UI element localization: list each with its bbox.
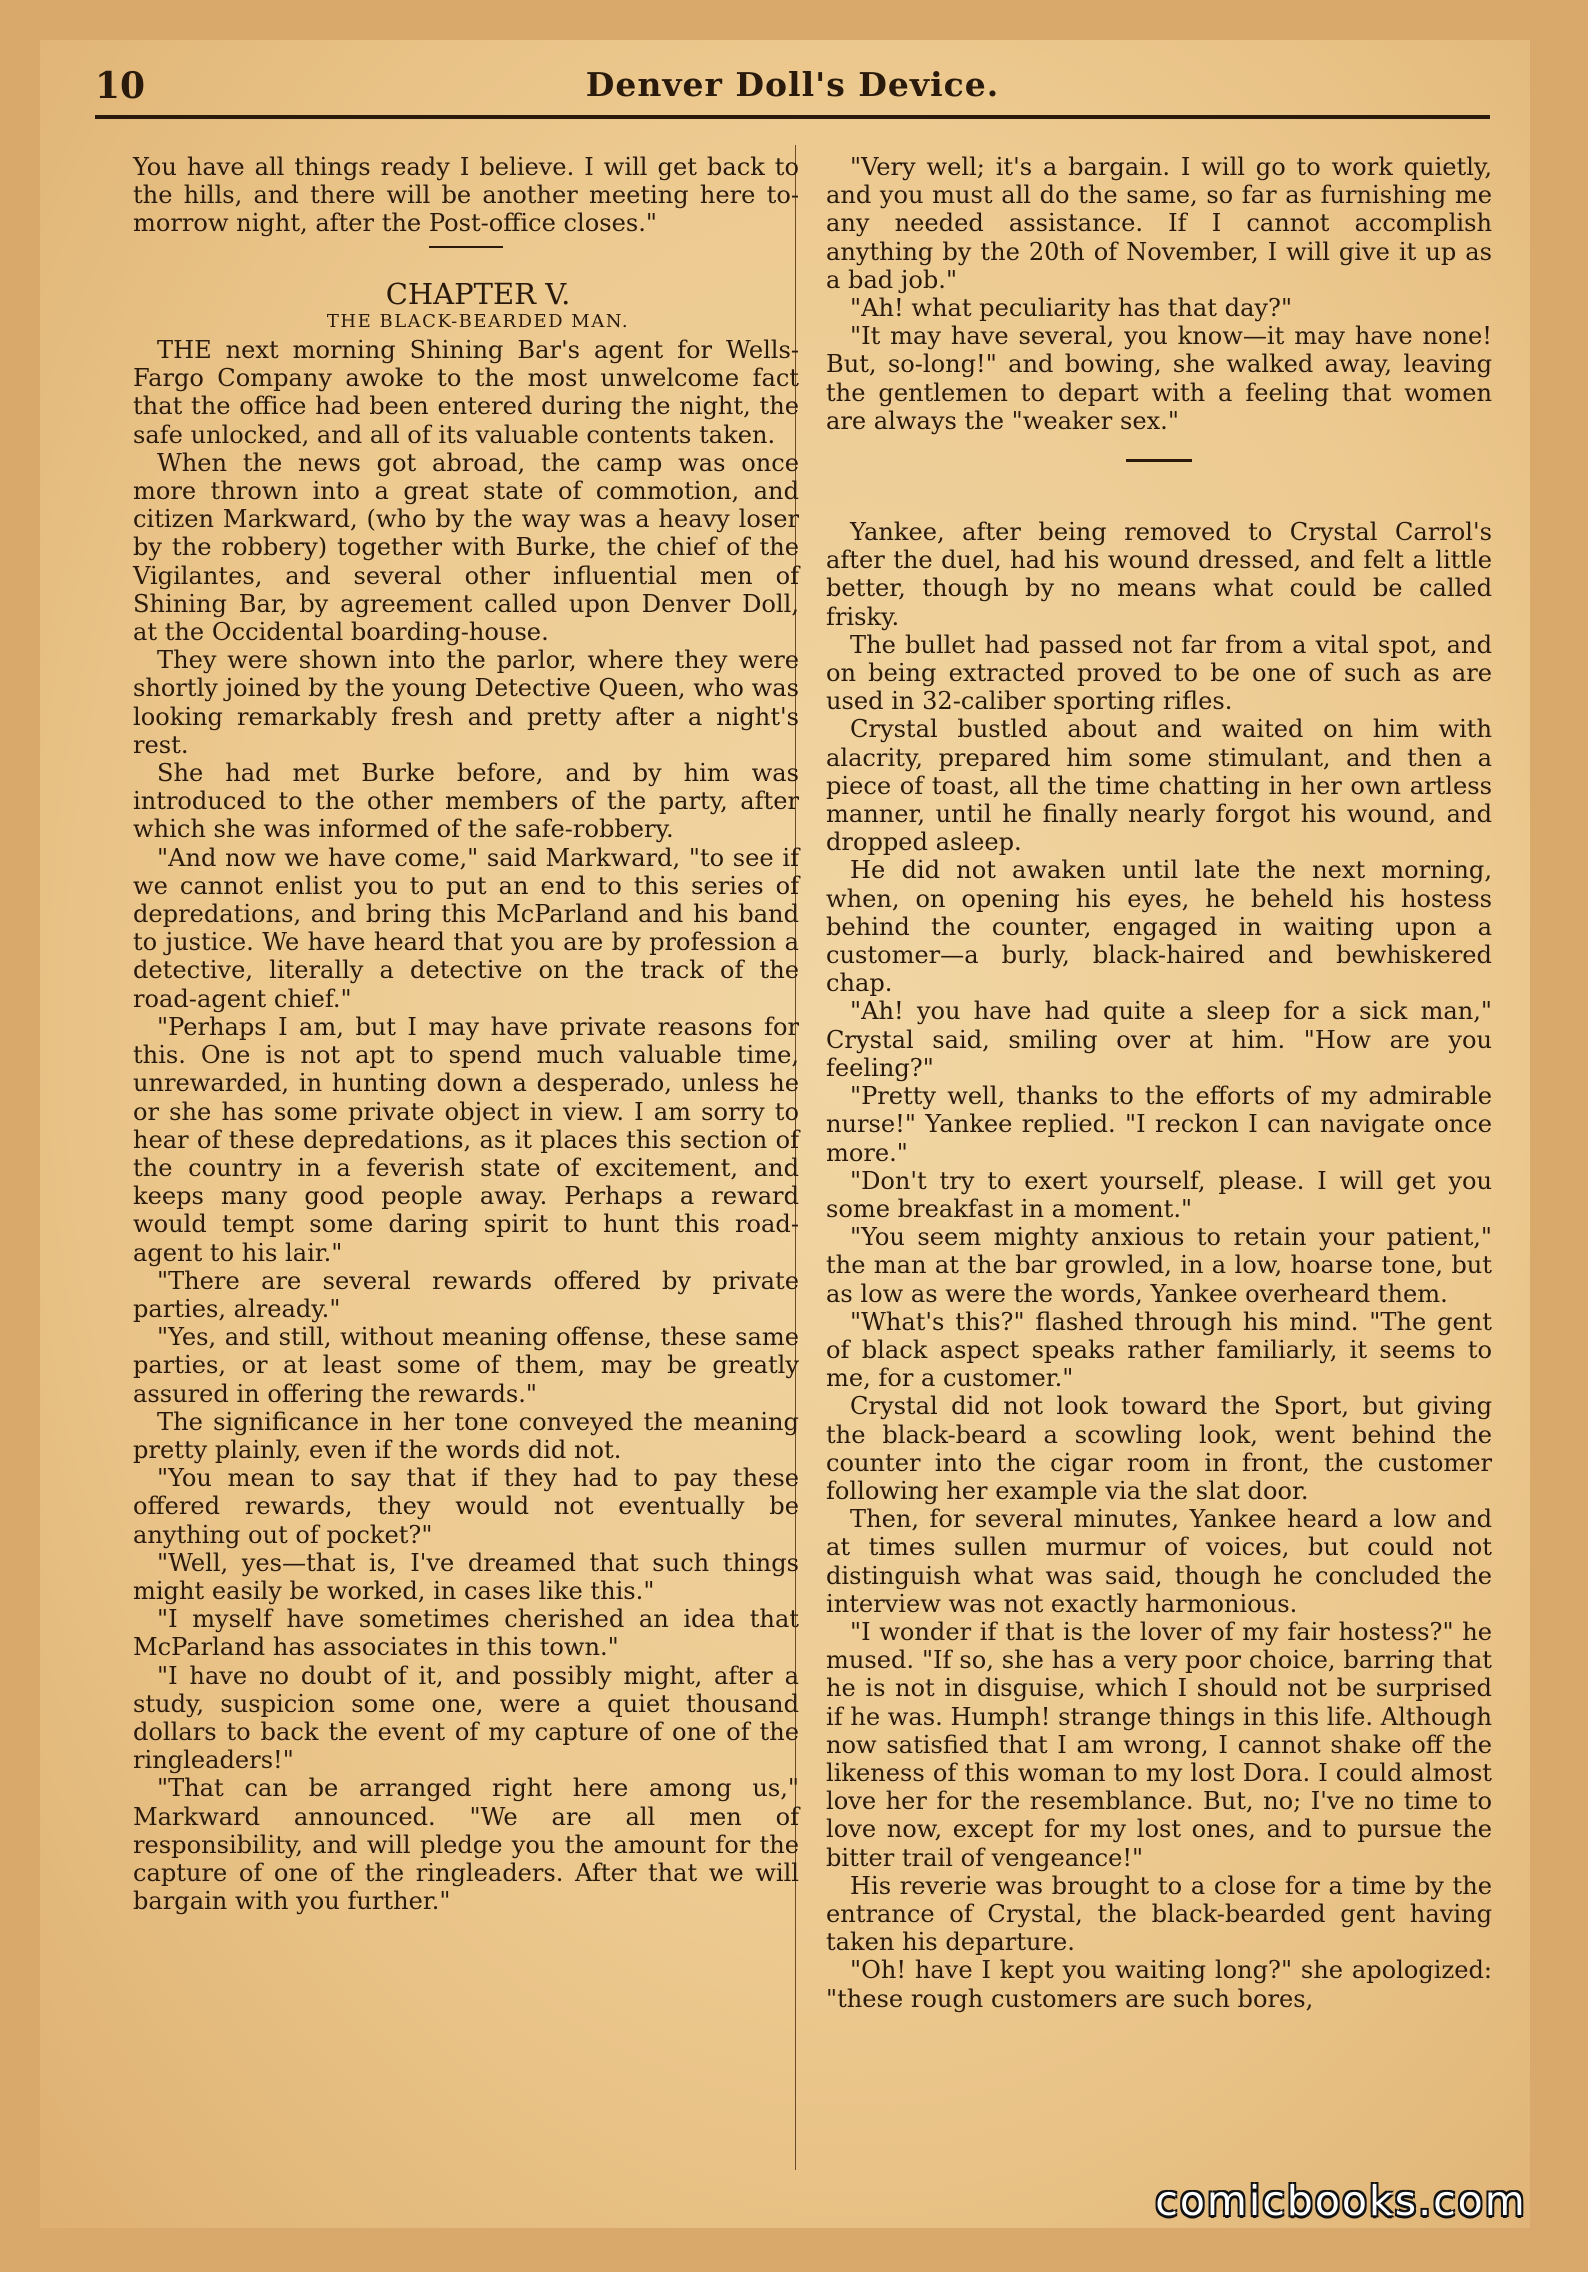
paragraph: They were shown into the parlor, where they were shortly joined by the young Detective Queen, who was looking remarkably fresh and pretty after a night's rest. bbox=[133, 646, 799, 759]
paragraph: His reverie was brought to a close for a time by the entrance of Crystal, the black-bearded gent having taken his departure. bbox=[826, 1871, 1492, 1957]
left-column bbox=[133, 153, 799, 1915]
paragraph: "It may have several, you know—it may have none! But, so-long!" and bowing, she walked away, leaving the gentlemen to depart with a feeling that women are always the "weaker sex." bbox=[826, 322, 1492, 435]
chapter-heading: CHAPTER V. bbox=[385, 276, 571, 311]
section-rule bbox=[1126, 459, 1192, 462]
paragraph: "There are several rewards offered by private parties, already." bbox=[133, 1266, 799, 1323]
paragraph: "That can be arranged right here among us," Markward announced. "We are all men of responsibility, and will pledge you the amount for the capture of one of the ringleaders. After that we will bargain with you further." bbox=[133, 1774, 799, 1916]
paragraph: She had met Burke before, and by him was introduced to the other members of the party, after which she was informed of the safe-robbery. bbox=[133, 759, 799, 844]
right-column bbox=[826, 153, 1492, 2013]
paragraph: "Don't try to exert yourself, please. I will get you some breakfast in a moment." bbox=[826, 1166, 1492, 1223]
paragraph: "I myself have sometimes cherished an idea that McParland has associates in this town." bbox=[133, 1605, 799, 1662]
paragraph: He did not awaken until late the next morning, when, on opening his eyes, he beheld his hostess behind the counter, engaged in waiting upon a customer—a burly, black-haired and bewhiskered chap. bbox=[826, 856, 1492, 998]
paragraph: "Perhaps I am, but I may have private reasons for this. One is not apt to spend much valuable time, unrewarded, in hunting down a desperado, unless he or she has some private object in view. I am sorry to hear of these depredations, as it places this section of the country in a feverish state of excitement, and keeps many good people away. Perhaps a reward would tempt some daring spirit to hunt this road-agent to his lair." bbox=[133, 1012, 799, 1267]
paragraph: When the news got abroad, the camp was once more thrown into a great state of commotion, and citizen Markward, (who by the way was a heavy loser by the robbery) together with Burke, the chief of the Vigilantes, and several other influential men of Shining Bar, by agreement called upon Denver Doll, at the Occidental boarding-house. bbox=[133, 448, 799, 647]
paragraph: "Yes, and still, without meaning offense, these same parties, or at least some of them, may be greatly assured in offering the rewards." bbox=[133, 1323, 799, 1408]
paragraph: "Oh! have I kept you waiting long?" she apologized: "these rough customers are such bores, bbox=[826, 1956, 1492, 2013]
paragraph: Yankee, after being removed to Crystal Carrol's after the duel, had his wound dressed, and felt a little better, though by no means what could be called frisky. bbox=[826, 518, 1492, 631]
paragraph: The significance in her tone conveyed the meaning pretty plainly, even if the words did not. bbox=[133, 1407, 799, 1464]
chapter-subtitle: THE BLACK-BEARDED MAN. bbox=[326, 310, 630, 332]
paragraph: "Pretty well, thanks to the efforts of my admirable nurse!" Yankee replied. "I reckon I can navigate once more." bbox=[826, 1082, 1492, 1167]
page-header bbox=[95, 65, 1490, 119]
paragraph: "You mean to say that if they had to pay these offered rewards, they would not eventually be anything out of pocket?" bbox=[133, 1464, 799, 1549]
paragraph: Then, for several minutes, Yankee heard a low and at times sullen murmur of voices, but could not distinguish what was said, though he concluded the interview was not exactly harmonious. bbox=[826, 1505, 1492, 1618]
paragraph: "Very well; it's a bargain. I will go to work quietly, and you must all do the same, so far as furnishing me any needed assistance. If I cannot accomplish anything by the 20th of November, I will give it up as a bad job." bbox=[826, 153, 1492, 294]
paragraph: "You seem mighty anxious to retain your patient," the man at the bar growled, in a low, hoarse tone, but as low as were the words, Yankee overheard them. bbox=[826, 1223, 1492, 1308]
paragraph: "I have no doubt of it, and possibly might, after a study, suspicion some one, were a quiet thousand dollars to back the event of my capture of one of the ringleaders!" bbox=[133, 1661, 799, 1775]
paragraph: The bullet had passed not far from a vital spot, and on being extracted proved to be one of such as are used in 32-caliber sporting rifles. bbox=[826, 630, 1492, 716]
section-rule bbox=[429, 246, 503, 248]
paragraph: "Well, yes—that is, I've dreamed that such things might easily be worked, in cases like this." bbox=[133, 1548, 799, 1605]
paragraph: "Ah! what peculiarity has that day?" bbox=[850, 294, 1293, 323]
paragraph: "I wonder if that is the lover of my fair hostess?" he mused. "If so, she has a very poor choice, barring that he is not in disguise, which I should not be surprised if he was. Humph! strange things in this life. Although now satisfied that I am wrong, I cannot shake off the likeness of this woman to my lost Dora. I could almost love her for the resemblance. But, no; I've no time to love now, except for my lost ones, and to pursue the bitter trail of vengeance!" bbox=[826, 1617, 1492, 1872]
paragraph: THE next morning Shining Bar's agent for Wells-Fargo Company awoke to the most unwelcome fact that the office had been entered during the night, the safe unlocked, and all of its valuable contents taken. bbox=[133, 336, 799, 449]
paragraph: "Ah! you have had quite a sleep for a sick man," Crystal said, smiling over at him. "How are you feeling?" bbox=[826, 997, 1492, 1082]
page-number: 10 bbox=[95, 65, 146, 107]
paragraph: You have all things ready I believe. I will get back to the hills, and there will be another meeting here to-morrow night, after the Post-office closes." bbox=[133, 153, 799, 238]
running-title: Denver Doll's Device. bbox=[585, 65, 1000, 104]
paragraph: Crystal bustled about and waited on him with alacrity, prepared him some stimulant, and then a piece of toast, all the time chatting in her own artless manner, until he finally nearly forgot his wound, and dropped asleep. bbox=[826, 715, 1492, 857]
paragraph: "And now we have come," said Markward, "to see if we cannot enlist you to put an end to this series of depredations, and bring this McParland and his band to justice. We have heard that you are by profession a detective, literally a detective on the track of the road-agent chief." bbox=[133, 843, 799, 1013]
paragraph: Crystal did not look toward the Sport, but giving the black-beard a scowling look, went behind the counter into the cigar room in front, the customer following her example via the slat door. bbox=[826, 1392, 1492, 1505]
paragraph: "What's this?" flashed through his mind. "The gent of black aspect speaks rather familiarly, it seems to me, for a customer." bbox=[826, 1307, 1492, 1393]
watermark-logo: comicbooks.com bbox=[1155, 2177, 1527, 2225]
